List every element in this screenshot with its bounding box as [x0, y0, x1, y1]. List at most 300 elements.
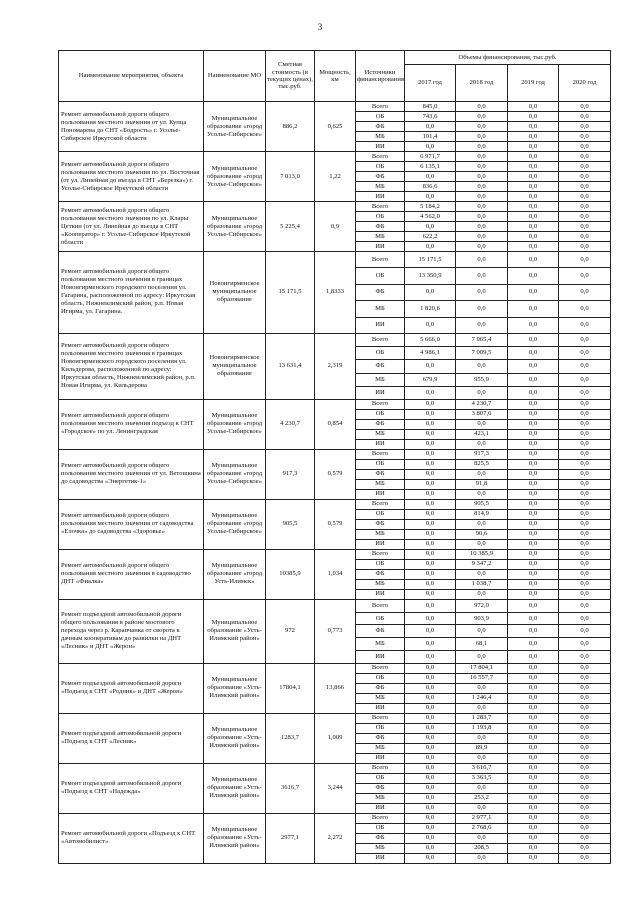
funding-amount: 0,0: [405, 519, 456, 529]
funding-source: Всего: [356, 333, 405, 346]
funding-source: МБ: [356, 132, 405, 142]
funding-amount: 903,9: [456, 612, 508, 625]
funding-amount: 0,0: [559, 192, 611, 202]
funding-amount: 0,0: [456, 284, 508, 300]
funding-source: Всего: [356, 252, 405, 268]
funding-amount: 0,0: [559, 693, 611, 703]
funding-amount: 0,0: [559, 549, 611, 559]
funding-amount: 0,0: [559, 232, 611, 242]
funding-amount: 0,0: [559, 222, 611, 232]
funding-amount: 0,0: [508, 673, 559, 683]
funding-amount: 17 804,1: [456, 663, 508, 673]
funding-amount: 0,0: [456, 102, 508, 112]
municipality: Муниципальное образование «Усть-Илимский район»: [204, 813, 266, 863]
funding-amount: 0,0: [456, 539, 508, 549]
funding-amount: 0,0: [559, 853, 611, 863]
funding-amount: 0,0: [405, 693, 456, 703]
funding-amount: 0,0: [508, 569, 559, 579]
funding-amount: 0,0: [508, 763, 559, 773]
funding-source: ИИ: [356, 539, 405, 549]
capacity-km: 0,625: [315, 102, 356, 152]
municipality: Муниципальное образование «город Усолье-Сибирское»: [204, 449, 266, 499]
funding-amount: 1 820,6: [405, 301, 456, 317]
funding-amount: 0,0: [559, 489, 611, 499]
funding-amount: 0,0: [508, 152, 559, 162]
funding-amount: 0,0: [559, 569, 611, 579]
funding-amount: 6 971,7: [405, 152, 456, 162]
funding-amount: 0,0: [508, 638, 559, 651]
funding-amount: 679,9: [405, 373, 456, 386]
funding-amount: 0,0: [405, 122, 456, 132]
funding-amount: 0,0: [405, 673, 456, 683]
funding-amount: 0,0: [405, 242, 456, 252]
funding-amount: 0,0: [405, 579, 456, 589]
funding-amount: 0,0: [456, 232, 508, 242]
funding-amount: 0,0: [559, 559, 611, 569]
funding-source: ИИ: [356, 242, 405, 252]
funding-amount: 0,0: [508, 803, 559, 813]
funding-amount: 0,0: [559, 132, 611, 142]
funding-amount: 0,0: [508, 703, 559, 713]
funding-amount: 0,0: [508, 589, 559, 599]
funding-amount: 0,0: [405, 599, 456, 612]
funding-amount: 0,0: [559, 703, 611, 713]
funding-amount: 0,0: [456, 268, 508, 284]
funding-amount: 1 283,7: [456, 713, 508, 723]
funding-source: ИИ: [356, 589, 405, 599]
municipality: Муниципальное образование «Усть-Илимский район»: [204, 599, 266, 663]
funding-amount: 0,0: [405, 419, 456, 429]
funding-amount: 3 807,6: [456, 409, 508, 419]
funding-amount: 0,0: [559, 803, 611, 813]
funding-amount: 0,0: [405, 713, 456, 723]
funding-amount: 0,0: [456, 317, 508, 333]
funding-amount: 0,0: [405, 723, 456, 733]
funding-amount: 0,0: [559, 172, 611, 182]
funding-amount: 825,5: [456, 459, 508, 469]
funding-source: ОБ: [356, 773, 405, 783]
funding-amount: 0,0: [559, 651, 611, 664]
funding-source: ИИ: [356, 803, 405, 813]
header-mo: Наименование МО: [204, 51, 266, 102]
funding-amount: 208,5: [456, 843, 508, 853]
funding-amount: 917,3: [456, 449, 508, 459]
table-row: [59, 333, 611, 346]
capacity-km: 1,009: [315, 713, 356, 763]
funding-amount: 0,0: [559, 268, 611, 284]
funding-amount: 0,0: [559, 419, 611, 429]
funding-source: МБ: [356, 743, 405, 753]
funding-source: ИИ: [356, 142, 405, 152]
funding-amount: 0,0: [508, 317, 559, 333]
table-row: [59, 499, 611, 509]
funding-source: ОБ: [356, 612, 405, 625]
funding-amount: 0,0: [508, 373, 559, 386]
event-name: Ремонт автомобильной дороги общего пользования местного значения по ул. Восточная (от ул. Линейная до въезда в СНТ «Березка») г. Усолье-Сибирское Иркутской области: [59, 152, 204, 202]
event-name: Ремонт подъездной автомобильной дороги «Подъезд к СНТ «Надежда»: [59, 763, 204, 813]
funding-amount: 0,0: [559, 683, 611, 693]
capacity-km: 2,319: [315, 333, 356, 399]
funding-source: МБ: [356, 373, 405, 386]
funding-amount: 0,0: [559, 519, 611, 529]
funding-amount: 0,0: [456, 683, 508, 693]
funding-amount: 0,0: [508, 347, 559, 360]
funding-amount: 4 986,1: [405, 347, 456, 360]
funding-amount: 0,0: [456, 172, 508, 182]
event-name: Ремонт автомобильной дороги общего пользования местного значения в садоводство ДНТ «Фиалка»: [59, 549, 204, 599]
estimated-cost: 17804,1: [266, 663, 315, 713]
funding-source: ИИ: [356, 651, 405, 664]
funding-amount: 0,0: [559, 347, 611, 360]
funding-source: ФБ: [356, 683, 405, 693]
funding-amount: 0,0: [508, 449, 559, 459]
header-capacity: Мощность, км: [315, 51, 356, 102]
event-name: Ремонт автомобильной дороги общего пользования местного значения от ул. Купца Пономарева до СНТ «Бодрость» г. Усолье-Сибирское Иркутской области: [59, 102, 204, 152]
funding-source: ФБ: [356, 469, 405, 479]
funding-amount: 0,0: [405, 803, 456, 813]
estimated-cost: 917,3: [266, 449, 315, 499]
funding-amount: 0,0: [559, 529, 611, 539]
funding-amount: 0,0: [559, 333, 611, 346]
funding-source: ФБ: [356, 360, 405, 373]
funding-amount: 0,0: [508, 142, 559, 152]
funding-amount: 0,0: [508, 683, 559, 693]
funding-amount: 0,0: [405, 638, 456, 651]
funding-source: ОБ: [356, 559, 405, 569]
funding-amount: 0,0: [559, 479, 611, 489]
funding-amount: 0,0: [405, 753, 456, 763]
funding-amount: 0,0: [508, 509, 559, 519]
funding-amount: 0,0: [559, 212, 611, 222]
funding-amount: 0,0: [405, 539, 456, 549]
estimated-cost: 2977,1: [266, 813, 315, 863]
funding-amount: 0,0: [508, 112, 559, 122]
estimated-cost: 3616,7: [266, 763, 315, 813]
funding-amount: 0,0: [456, 386, 508, 399]
estimated-cost: 7 013,0: [266, 152, 315, 202]
funding-source: ФБ: [356, 783, 405, 793]
capacity-km: 0,9: [315, 202, 356, 252]
funding-amount: 0,0: [456, 439, 508, 449]
funding-amount: 0,0: [405, 589, 456, 599]
funding-source: Всего: [356, 499, 405, 509]
municipality: Новоигирменское муниципальное образование: [204, 333, 266, 399]
funding-amount: 0,0: [405, 549, 456, 559]
funding-amount: 6 135,1: [405, 162, 456, 172]
funding-amount: 68,1: [456, 638, 508, 651]
estimated-cost: 10385,9: [266, 549, 315, 599]
funding-source: МБ: [356, 182, 405, 192]
funding-amount: 0,0: [456, 651, 508, 664]
funding-amount: 0,0: [559, 459, 611, 469]
funding-amount: 0,0: [508, 192, 559, 202]
funding-source: ФБ: [356, 419, 405, 429]
funding-amount: 0,0: [405, 459, 456, 469]
funding-amount: 0,0: [508, 519, 559, 529]
funding-amount: 0,0: [559, 723, 611, 733]
estimated-cost: 1283,7: [266, 713, 315, 763]
funding-amount: 0,0: [508, 252, 559, 268]
funding-amount: 972,0: [456, 599, 508, 612]
funding-amount: 0,0: [508, 599, 559, 612]
capacity-km: 0,773: [315, 599, 356, 663]
funding-amount: 13 350,9: [405, 268, 456, 284]
funding-amount: 9 347,2: [456, 559, 508, 569]
funding-source: Всего: [356, 399, 405, 409]
funding-amount: 0,0: [559, 589, 611, 599]
funding-amount: 0,0: [405, 625, 456, 638]
funding-source: Всего: [356, 599, 405, 612]
funding-amount: 0,0: [559, 429, 611, 439]
funding-amount: 0,0: [508, 459, 559, 469]
funding-amount: 0,0: [559, 301, 611, 317]
funding-amount: 845,0: [405, 102, 456, 112]
funding-amount: 0,0: [405, 773, 456, 783]
capacity-km: 0,579: [315, 499, 356, 549]
funding-amount: 0,0: [405, 499, 456, 509]
funding-source: ФБ: [356, 733, 405, 743]
funding-amount: 4 230,7: [456, 399, 508, 409]
funding-amount: 0,0: [559, 449, 611, 459]
estimated-cost: 972: [266, 599, 315, 663]
funding-amount: 0,0: [405, 284, 456, 300]
funding-amount: 0,0: [456, 703, 508, 713]
funding-source: Всего: [356, 102, 405, 112]
event-name: Ремонт подъездной автомобильной дороги общего пользования в районе мостового перехода через р. Карапчанка от сворота к дачным кооперативам до развилки на ДНТ «Лесник» и ДНТ «Жерон»: [59, 599, 204, 663]
funding-amount: 0,0: [456, 733, 508, 743]
funding-amount: 0,0: [508, 559, 559, 569]
page-number: 3: [317, 22, 323, 32]
estimated-cost: 5 225,4: [266, 202, 315, 252]
funding-amount: 0,0: [405, 703, 456, 713]
funding-amount: 0,0: [559, 182, 611, 192]
funding-source: ФБ: [356, 222, 405, 232]
funding-amount: 1 038,7: [456, 579, 508, 589]
funding-source: ОБ: [356, 268, 405, 284]
funding-amount: 0,0: [456, 833, 508, 843]
funding-amount: 0,0: [559, 579, 611, 589]
funding-source: ИИ: [356, 386, 405, 399]
funding-amount: 0,0: [508, 479, 559, 489]
funding-amount: 0,0: [559, 284, 611, 300]
funding-amount: 0,0: [508, 499, 559, 509]
event-name: Ремонт автомобильной дороги общего пользования местного значения в границах Новоигирменского городского поселения ул. Кильдерова, расположенной по адресу: Иркутская область, Нижнеилимский район, р.п. Новая Игирма, ул. Кильдерова: [59, 333, 204, 399]
funding-amount: 0,0: [508, 733, 559, 743]
estimated-cost: 15 171,5: [266, 252, 315, 334]
funding-amount: 0,0: [508, 783, 559, 793]
funding-amount: 836,6: [405, 182, 456, 192]
funding-amount: 0,0: [559, 122, 611, 132]
funding-source: МБ: [356, 693, 405, 703]
funding-amount: 0,0: [456, 360, 508, 373]
funding-amount: 0,0: [559, 499, 611, 509]
funding-source: МБ: [356, 843, 405, 853]
funding-amount: 0,0: [405, 172, 456, 182]
municipality: Муниципальное образование «город Усолье-Сибирское»: [204, 152, 266, 202]
funding-amount: 0,0: [508, 301, 559, 317]
funding-amount: 1 246,4: [456, 693, 508, 703]
funding-amount: 0,0: [559, 843, 611, 853]
estimated-cost: 905,5: [266, 499, 315, 549]
funding-source: ОБ: [356, 162, 405, 172]
funding-amount: 0,0: [456, 242, 508, 252]
funding-source: ИИ: [356, 317, 405, 333]
header-cost: Сметная стоимость (в текущих ценах), тыс.руб.: [266, 51, 315, 102]
capacity-km: 1,22: [315, 152, 356, 202]
funding-amount: 0,0: [405, 733, 456, 743]
funding-source: Всего: [356, 152, 405, 162]
funding-amount: 3 616,7: [456, 763, 508, 773]
table-row: [59, 152, 611, 162]
funding-source: ОБ: [356, 723, 405, 733]
funding-amount: 0,0: [559, 713, 611, 723]
estimated-cost: 13 631,4: [266, 333, 315, 399]
funding-source: ФБ: [356, 833, 405, 843]
funding-amount: 0,0: [508, 539, 559, 549]
funding-amount: 0,0: [456, 222, 508, 232]
funding-amount: 0,0: [508, 793, 559, 803]
event-name: Ремонт автомобильной дороги общего пользования местного значения от садоводства «Елочка» до садоводства «Здоровье»: [59, 499, 204, 549]
funding-amount: 0,0: [508, 625, 559, 638]
funding-amount: 0,0: [456, 419, 508, 429]
funding-amount: 0,0: [405, 783, 456, 793]
header-sources: Источники финансирования: [356, 51, 405, 102]
funding-amount: 0,0: [559, 152, 611, 162]
header-year: 2019 год: [508, 65, 559, 102]
event-name: Ремонт автомобильной дороги «Подъезд к СНТ «Автомобилист»: [59, 813, 204, 863]
funding-amount: 0,0: [405, 763, 456, 773]
municipality: Муниципальное образование «Усть-Илимский район»: [204, 663, 266, 713]
funding-amount: 0,0: [508, 429, 559, 439]
funding-source: ОБ: [356, 409, 405, 419]
funding-source: МБ: [356, 529, 405, 539]
funding-amount: 0,0: [405, 222, 456, 232]
funding-amount: 1 193,8: [456, 723, 508, 733]
funding-amount: 0,0: [559, 753, 611, 763]
table-row: [59, 813, 611, 823]
funding-amount: 89,9: [456, 743, 508, 753]
funding-amount: 0,0: [405, 743, 456, 753]
funding-amount: 0,0: [405, 142, 456, 152]
funding-amount: 0,0: [405, 479, 456, 489]
funding-source: Всего: [356, 763, 405, 773]
funding-amount: 0,0: [508, 222, 559, 232]
funding-amount: 0,0: [456, 122, 508, 132]
funding-amount: 0,0: [559, 399, 611, 409]
funding-amount: 0,0: [405, 192, 456, 202]
event-name: Ремонт автомобильной дороги общего пользования местного значения от ул. Ветошкина до садоводства «Энергетик-1»: [59, 449, 204, 499]
funding-amount: 0,0: [508, 102, 559, 112]
funding-amount: 2 977,1: [456, 813, 508, 823]
funding-amount: 91,8: [456, 479, 508, 489]
header-year: 2018 год: [456, 65, 508, 102]
funding-source: ФБ: [356, 569, 405, 579]
header-name: Наименование мероприятия, объекта: [59, 51, 204, 102]
funding-amount: 0,0: [508, 549, 559, 559]
funding-amount: 0,0: [559, 202, 611, 212]
funding-amount: 955,9: [456, 373, 508, 386]
funding-amount: 253,2: [456, 793, 508, 803]
funding-amount: 7 009,5: [456, 347, 508, 360]
funding-source: ОБ: [356, 112, 405, 122]
funding-amount: 0,0: [508, 172, 559, 182]
funding-amount: 0,0: [405, 386, 456, 399]
funding-amount: 0,0: [559, 102, 611, 112]
funding-amount: 905,5: [456, 499, 508, 509]
funding-amount: 0,0: [405, 429, 456, 439]
funding-source: Всего: [356, 202, 405, 212]
funding-source: ФБ: [356, 625, 405, 638]
funding-amount: 0,0: [405, 843, 456, 853]
funding-amount: 0,0: [405, 559, 456, 569]
table-row: [59, 252, 611, 268]
funding-source: ОБ: [356, 347, 405, 360]
funding-amount: 0,0: [559, 509, 611, 519]
funding-source: ОБ: [356, 823, 405, 833]
capacity-km: 13,866: [315, 663, 356, 713]
funding-amount: 0,0: [559, 439, 611, 449]
funding-amount: 814,9: [456, 509, 508, 519]
capacity-km: 2,272: [315, 813, 356, 863]
funding-table: [58, 50, 611, 864]
funding-amount: 0,0: [559, 409, 611, 419]
funding-amount: 0,0: [456, 469, 508, 479]
funding-amount: 5 184,2: [405, 202, 456, 212]
funding-amount: 90,6: [456, 529, 508, 539]
funding-amount: 0,0: [405, 823, 456, 833]
header-year: 2017 год: [405, 65, 456, 102]
funding-amount: 4 562,0: [405, 212, 456, 222]
funding-amount: 0,0: [508, 162, 559, 172]
funding-source: МБ: [356, 579, 405, 589]
funding-amount: 0,0: [405, 529, 456, 539]
funding-amount: 0,0: [405, 612, 456, 625]
header-funding: Объемы финансирования, тыс.руб.: [405, 51, 611, 65]
funding-amount: 0,0: [559, 142, 611, 152]
funding-amount: 0,0: [405, 651, 456, 664]
funding-source: ИИ: [356, 439, 405, 449]
funding-amount: 423,1: [456, 429, 508, 439]
funding-amount: 0,0: [508, 409, 559, 419]
funding-amount: 0,0: [508, 489, 559, 499]
funding-source: МБ: [356, 301, 405, 317]
funding-source: МБ: [356, 793, 405, 803]
capacity-km: 1,8333: [315, 252, 356, 334]
funding-amount: 0,0: [559, 763, 611, 773]
funding-amount: 0,0: [405, 569, 456, 579]
funding-amount: 0,0: [559, 252, 611, 268]
table-row: [59, 449, 611, 459]
funding-amount: 0,0: [508, 439, 559, 449]
funding-amount: 0,0: [559, 625, 611, 638]
funding-amount: 0,0: [456, 182, 508, 192]
funding-amount: 0,0: [559, 783, 611, 793]
funding-amount: 0,0: [405, 509, 456, 519]
funding-amount: 0,0: [508, 202, 559, 212]
funding-amount: 15 171,5: [405, 252, 456, 268]
funding-source: Всего: [356, 449, 405, 459]
funding-amount: 0,0: [456, 212, 508, 222]
funding-amount: 2 768,6: [456, 823, 508, 833]
estimated-cost: 886,2: [266, 102, 315, 152]
funding-amount: 0,0: [508, 333, 559, 346]
funding-amount: 0,0: [456, 112, 508, 122]
funding-amount: 0,0: [508, 833, 559, 843]
municipality: Муниципальное образование «город Усолье-Сибирское»: [204, 399, 266, 449]
funding-amount: 0,0: [559, 360, 611, 373]
funding-source: МБ: [356, 638, 405, 651]
municipality: Муниципальное образование «Усть-Илимский район»: [204, 763, 266, 813]
